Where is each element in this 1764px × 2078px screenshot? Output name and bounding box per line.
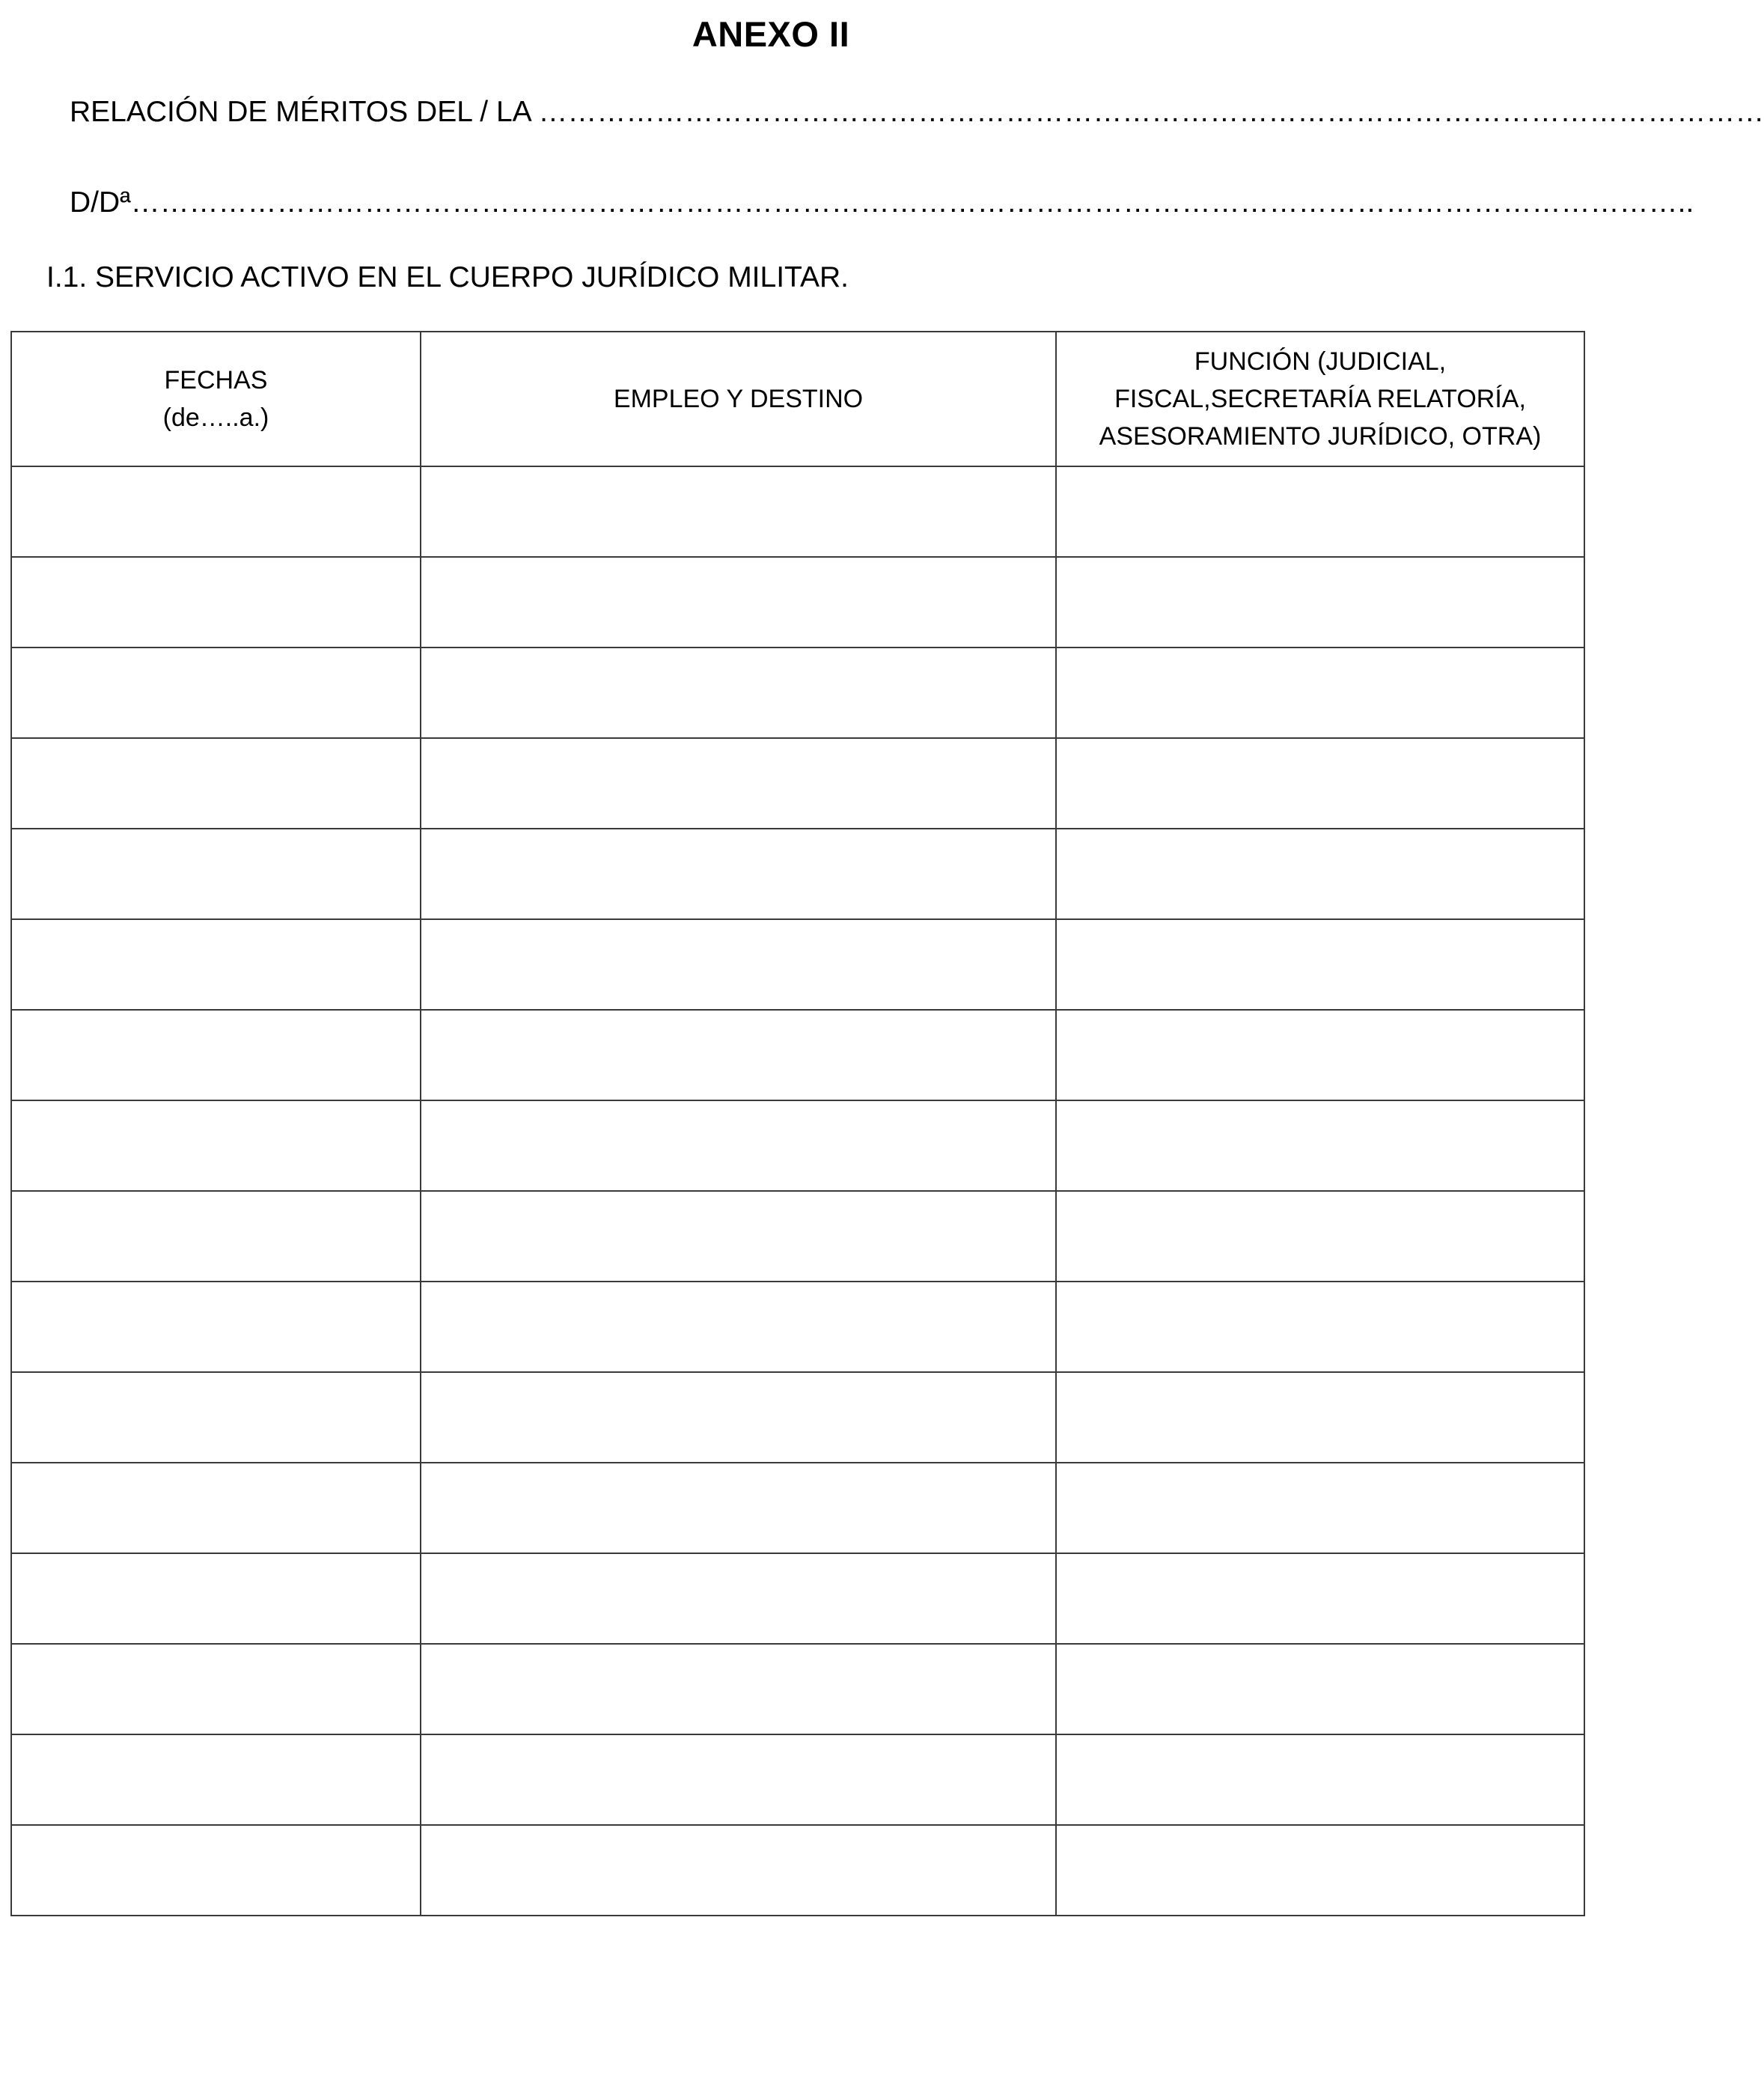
cell-funcion[interactable]	[1056, 829, 1584, 919]
cell-fechas[interactable]	[11, 557, 421, 648]
header-funcion-line: FISCAL,SECRETARÍA RELATORÍA,	[1114, 385, 1526, 413]
name-line	[70, 186, 1694, 219]
header-funcion-line: ASESORAMIENTO JURÍDICO, OTRA)	[1099, 422, 1542, 451]
header-funcion	[1056, 332, 1584, 466]
cell-empleo-destino[interactable]	[421, 648, 1056, 738]
table-row	[11, 738, 1584, 829]
header-fechas	[11, 332, 421, 466]
header-empleo-line: EMPLEO Y DESTINO	[613, 385, 864, 413]
cell-empleo-destino[interactable]	[421, 1010, 1056, 1100]
cell-empleo-destino[interactable]	[421, 1191, 1056, 1282]
cell-funcion[interactable]	[1056, 648, 1584, 738]
table-row	[11, 1010, 1584, 1100]
cell-fechas[interactable]	[11, 1282, 421, 1372]
table-row	[11, 919, 1584, 1010]
cell-empleo-destino[interactable]	[421, 466, 1056, 557]
table-body	[11, 466, 1584, 1916]
table-row	[11, 648, 1584, 738]
cell-empleo-destino[interactable]	[421, 1372, 1056, 1463]
cell-fechas[interactable]	[11, 1734, 421, 1825]
table-row	[11, 1644, 1584, 1734]
document-title: ANEXO II	[692, 14, 850, 54]
table-row	[11, 1100, 1584, 1191]
table-row	[11, 1463, 1584, 1553]
table-row	[11, 1825, 1584, 1916]
cell-funcion[interactable]	[1056, 1734, 1584, 1825]
table-row	[11, 1191, 1584, 1282]
cell-empleo-destino[interactable]	[421, 557, 1056, 648]
cell-fechas[interactable]	[11, 466, 421, 557]
cell-empleo-destino[interactable]	[421, 1463, 1056, 1553]
cell-fechas[interactable]	[11, 1553, 421, 1644]
relacion-fill-field[interactable]: ………………………………………………………………………………………………………………	[538, 96, 1764, 128]
cell-funcion[interactable]	[1056, 557, 1584, 648]
header-fechas-line: (de…..a.)	[162, 403, 269, 432]
cell-funcion[interactable]	[1056, 466, 1584, 557]
header-empleo-destino	[421, 332, 1056, 466]
relacion-label: RELACIÓN DE MÉRITOS DEL / LA	[70, 96, 531, 128]
table-row	[11, 466, 1584, 557]
cell-empleo-destino[interactable]	[421, 738, 1056, 829]
cell-fechas[interactable]	[11, 1825, 421, 1916]
cell-fechas[interactable]	[11, 1100, 421, 1191]
cell-funcion[interactable]	[1056, 1463, 1584, 1553]
name-label: D/Dª	[70, 186, 131, 219]
cell-empleo-destino[interactable]	[421, 1644, 1056, 1734]
table-row	[11, 829, 1584, 919]
cell-fechas[interactable]	[11, 1372, 421, 1463]
cell-funcion[interactable]	[1056, 1282, 1584, 1372]
cell-fechas[interactable]	[11, 1463, 421, 1553]
cell-fechas[interactable]	[11, 1644, 421, 1734]
table-row	[11, 557, 1584, 648]
cell-funcion[interactable]	[1056, 1644, 1584, 1734]
cell-empleo-destino[interactable]	[421, 829, 1056, 919]
cell-fechas[interactable]	[11, 1010, 421, 1100]
merits-table	[10, 331, 1585, 1916]
cell-fechas[interactable]	[11, 829, 421, 919]
table-row	[11, 1734, 1584, 1825]
cell-fechas[interactable]	[11, 1191, 421, 1282]
cell-funcion[interactable]	[1056, 1010, 1584, 1100]
relacion-line	[70, 96, 1764, 129]
cell-funcion[interactable]	[1056, 1191, 1584, 1282]
cell-funcion[interactable]	[1056, 919, 1584, 1010]
cell-fechas[interactable]	[11, 648, 421, 738]
cell-fechas[interactable]	[11, 738, 421, 829]
cell-empleo-destino[interactable]	[421, 1553, 1056, 1644]
cell-empleo-destino[interactable]	[421, 1100, 1056, 1191]
cell-empleo-destino[interactable]	[421, 1825, 1056, 1916]
cell-funcion[interactable]	[1056, 1553, 1584, 1644]
table-header-row	[11, 332, 1584, 466]
cell-empleo-destino[interactable]	[421, 919, 1056, 1010]
cell-funcion[interactable]	[1056, 1372, 1584, 1463]
cell-empleo-destino[interactable]	[421, 1282, 1056, 1372]
cell-empleo-destino[interactable]	[421, 1734, 1056, 1825]
section-heading: I.1. SERVICIO ACTIVO EN EL CUERPO JURÍDICO MILITAR.	[46, 261, 849, 293]
table-row	[11, 1553, 1584, 1644]
cell-funcion[interactable]	[1056, 738, 1584, 829]
table-row	[11, 1372, 1584, 1463]
header-fechas-line: FECHAS	[164, 366, 268, 394]
cell-fechas[interactable]	[11, 919, 421, 1010]
name-fill-field[interactable]: ……………………………………………………………………………………………………………………………………………..	[130, 186, 1694, 219]
table-row	[11, 1282, 1584, 1372]
cell-funcion[interactable]	[1056, 1825, 1584, 1916]
cell-funcion[interactable]	[1056, 1100, 1584, 1191]
header-funcion-line: FUNCIÓN (JUDICIAL,	[1194, 347, 1447, 376]
